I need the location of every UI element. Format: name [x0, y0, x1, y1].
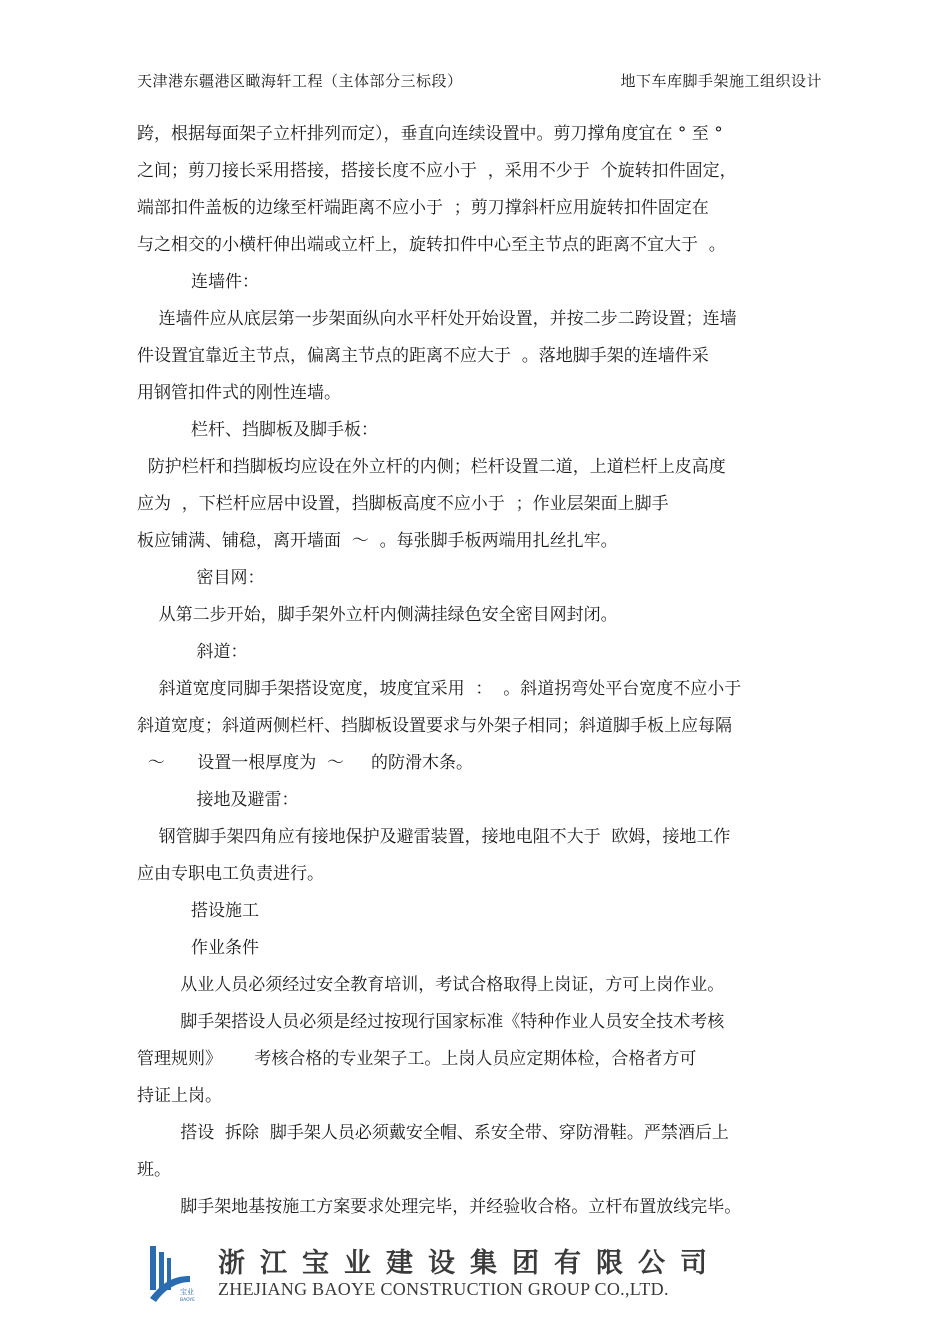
- svg-text:宝业: 宝业: [180, 1288, 194, 1296]
- body-line: 与之相交的小横杆伸出端或立杆上，旋转扣件中心至主节点的距离不宜大于 。: [137, 235, 726, 255]
- body-line: 从业人员必须经过安全教育培训，考试合格取得上岗证，方可上岗作业。: [137, 975, 725, 995]
- body-line: 管理规则》 考核合格的专业架子工。上岗人员应定期体检，合格者方可: [137, 1049, 697, 1069]
- section-heading: 栏杆、挡脚板及脚手板：: [137, 420, 379, 440]
- section-heading: 接地及避雷：: [137, 790, 299, 810]
- company-logo-icon: [150, 1246, 204, 1302]
- company-name-chinese: 浙江宝业建设集团有限公司: [218, 1248, 722, 1279]
- body-line: 防护栏杆和挡脚板均应设在外立杆的内侧；栏杆设置二道，上道栏杆上皮高度: [137, 457, 726, 477]
- header-project-title: 天津港东疆港区瞰海轩工程（主体部分三标段）: [137, 72, 463, 90]
- body-line: 斜道宽度同脚手架搭设宽度，坡度宜采用 ： 。斜道拐弯处平台宽度不应小于: [137, 679, 742, 699]
- body-line: 脚手架搭设人员必须是经过按现行国家标准《特种作业人员安全技术考核: [137, 1012, 725, 1032]
- body-line: ～ 设置一根厚度为 ～ 的防滑木条。: [137, 753, 474, 773]
- body-line: 跨，根据每面架子立杆排列而定），垂直向连续设置中。剪刀撑角度宜在 ° 至 °: [137, 124, 723, 144]
- section-heading: 斜道：: [137, 642, 248, 662]
- body-line: 脚手架地基按施工方案要求处理完毕，并经验收合格。立杆布置放线完毕。: [137, 1197, 742, 1217]
- section-heading: 密目网：: [137, 568, 265, 588]
- company-name-english: ZHEJIANG BAOYE CONSTRUCTION GROUP CO.,LTD.: [218, 1279, 669, 1299]
- body-line: 用钢管扣件式的刚性连墙。: [137, 383, 341, 403]
- section-heading: 搭设施工: [137, 901, 260, 921]
- body-line: 钢管脚手架四角应有接地保护及避雷装置，接地电阻不大于 欧姆，接地工作: [137, 827, 731, 847]
- section-heading: 作业条件: [137, 938, 260, 958]
- body-line: 板应铺满、铺稳，离开墙面 ～ 。每张脚手板两端用扎丝扎牢。: [137, 531, 618, 551]
- body-line: 搭设 拆除 脚手架人员必须戴安全帽、系安全带、穿防滑鞋。严禁酒后上: [137, 1123, 729, 1143]
- body-text: [137, 116, 825, 1226]
- body-line: 件设置宜靠近主节点，偏离主节点的距离不应大于 。落地脚手架的连墙件采: [137, 346, 709, 366]
- body-line: 持证上岗。: [137, 1086, 222, 1106]
- body-line: 从第二步开始，脚手架外立杆内侧满挂绿色安全密目网封闭。: [137, 605, 618, 625]
- body-line: 之间；剪刀接长采用搭接，搭接长度不应小于 ，采用不少于 个旋转扣件固定，: [137, 161, 737, 181]
- body-line: 班。: [137, 1160, 171, 1180]
- body-line: 连墙件应从底层第一步架面纵向水平杆处开始设置，并按二步二跨设置；连墙: [137, 309, 737, 329]
- section-heading: 连墙件：: [137, 272, 260, 292]
- body-line: 应为 ，下栏杆应居中设置，挡脚板高度不应小于 ；作业层架面上脚手: [137, 494, 669, 514]
- body-line: 斜道宽度；斜道两侧栏杆、挡脚板设置要求与外架子相同；斜道脚手板上应每隔: [137, 716, 732, 736]
- header-document-title: 地下车库脚手架施工组织设计: [620, 72, 822, 90]
- svg-text:BAOYE: BAOYE: [180, 1298, 195, 1302]
- body-line: 应由专职电工负责进行。: [137, 864, 324, 884]
- body-line: 端部扣件盖板的边缘至杆端距离不应小于 ；剪刀撑斜杆应用旋转扣件固定在: [137, 198, 709, 218]
